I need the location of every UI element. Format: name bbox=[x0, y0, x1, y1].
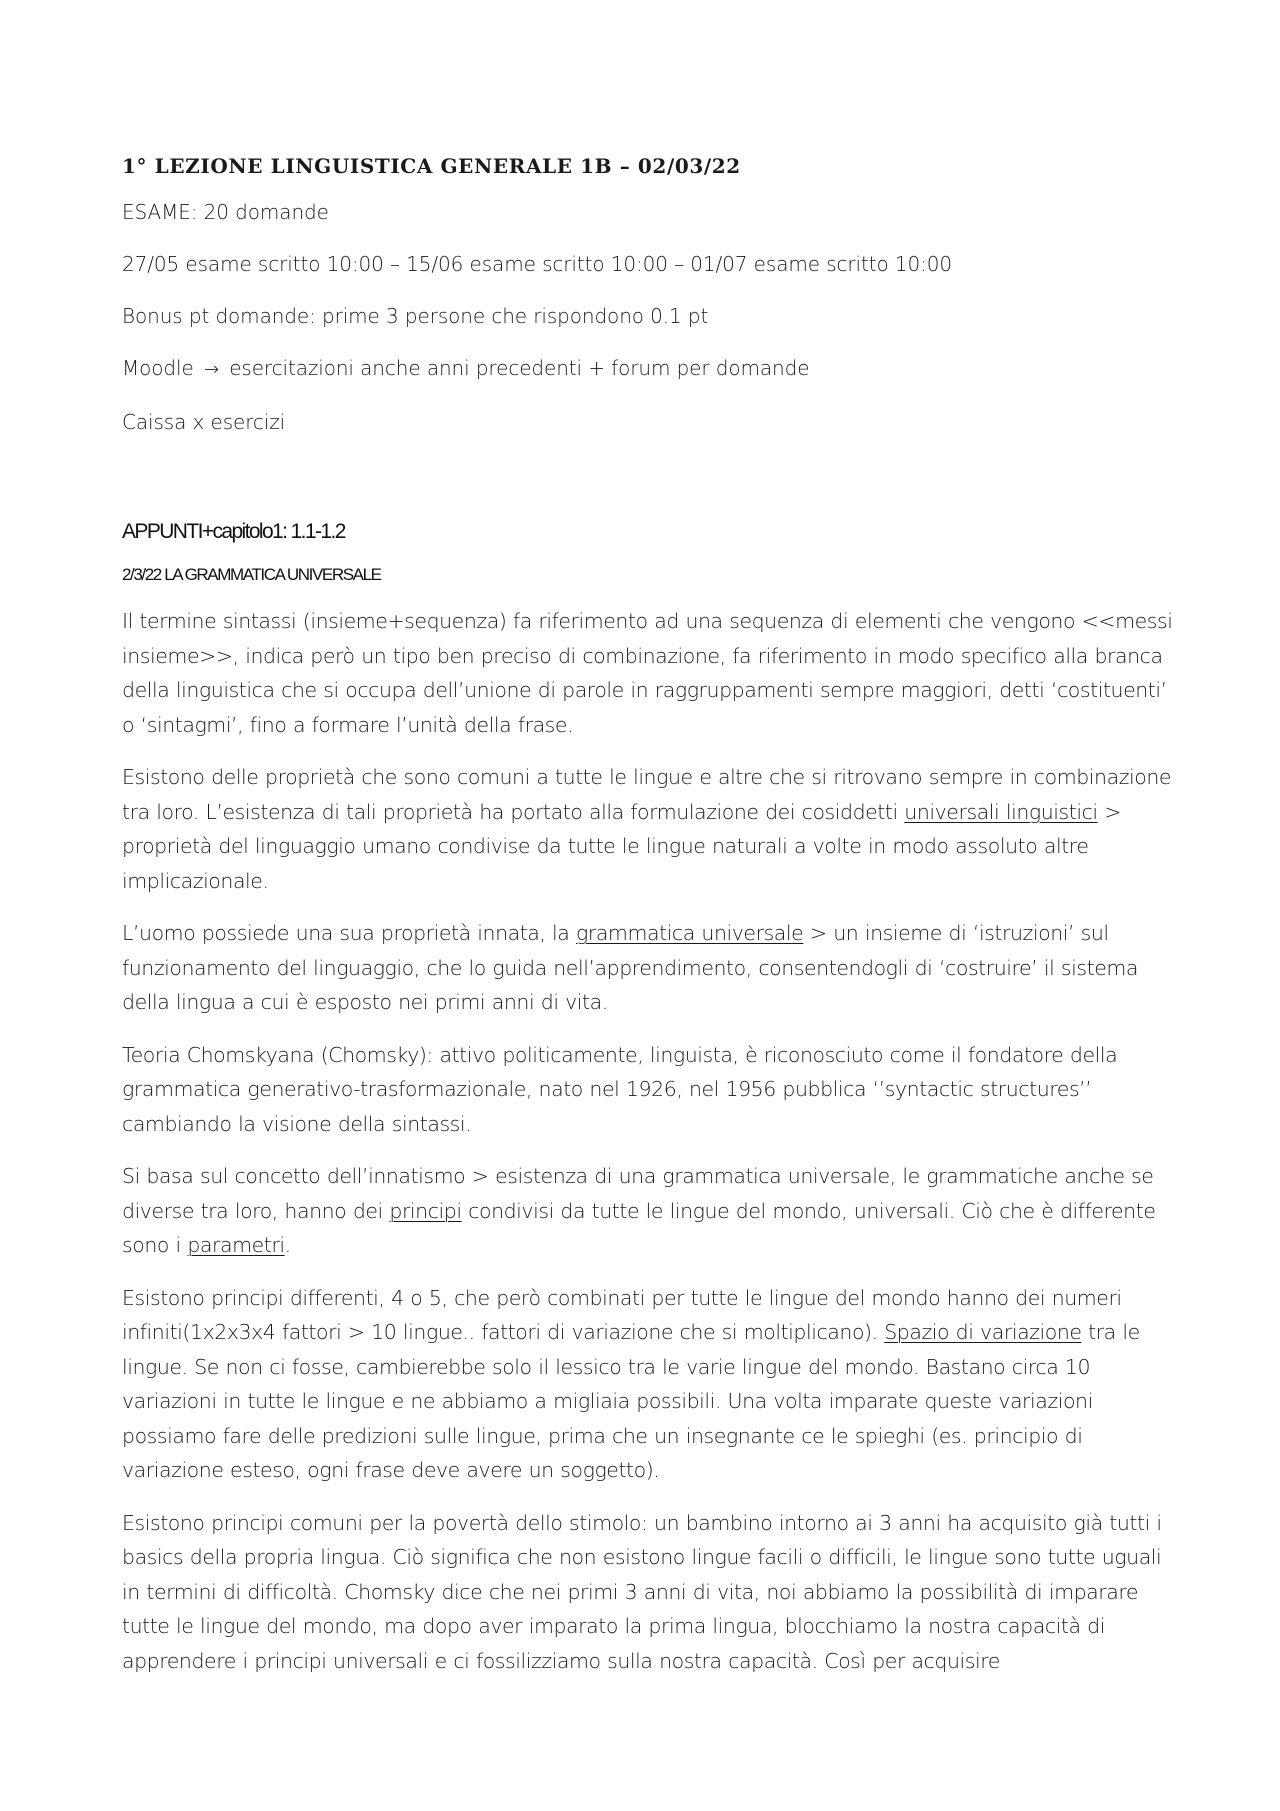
moodle-line bbox=[122, 352, 1182, 386]
bonus-points-line: Bonus pt domande: prime 3 persone che rispondono 0.1 pt bbox=[122, 304, 709, 328]
text-run: . bbox=[284, 1233, 291, 1257]
paragraph-poverta-stimolo: Esistono principi comuni per la povertà dello stimolo: un bambino intorno ai 3 anni ha acquisito già tutti i basics della propria lingua. Ciò significa che non esistono lingue facili o difficili, le lingue sono tutte uguali in termini di difficoltà. Chomsky dice che nei primi 3 anni di vita, noi abbiamo la possibilità di imparare tutte le lingue del mondo, ma dopo aver imparato la prima lingua, blocchiamo la nostra capacità di apprendere i principi universali e ci fossilizziamo sulla nostra capacità. Così per acquisire bbox=[122, 1510, 1162, 1673]
document-title: 1° LEZIONE LINGUISTICA GENERALE 1B – 02/03/22 bbox=[122, 154, 741, 178]
text-run: Si basa sul concetto dell’innatismo > esistenza di una grammatica universale, le grammatiche anche se diverse tra loro, hanno dei bbox=[122, 1164, 1154, 1223]
paragraph-grammatica-universale bbox=[122, 916, 1182, 1020]
text-run: condivisi da tutte le lingue del mondo, universali. Ciò che è differente sono i bbox=[122, 1198, 1156, 1257]
moodle-label: Moodle bbox=[122, 356, 194, 380]
text-run: > proprietà del linguaggio umano condivise da tutte le lingue naturali a volte in modo assoluto altre implicazionale. bbox=[122, 799, 1121, 893]
section-spacer bbox=[122, 458, 1182, 516]
text-run: Esistono delle proprietà che sono comuni a tutte le lingue e altre che si ritrovano sempre in combinazione tra loro. L’esistenza di tali proprietà ha portato alla formulazione dei cosiddetti bbox=[122, 765, 1172, 824]
section-heading: APPUNTI+capitolo1: 1.1-1.2 bbox=[122, 520, 345, 543]
exam-dates-line: 27/05 esame scritto 10:00 – 15/06 esame scritto 10:00 – 01/07 esame scritto 10:00 bbox=[122, 252, 953, 276]
document-page bbox=[122, 150, 1182, 1696]
underlined-term-spazio-di-variazione: Spazio di variazione bbox=[884, 1320, 1082, 1344]
text-run: tra le lingue. Se non ci fosse, cambierebbe solo il lessico tra le varie lingue del mondo. Bastano circa 10 variazioni in tutte le lingue e ne abbiamo a migliaia possibili. Una volta imparate queste variazioni possiamo fare delle predizioni sulle lingue, prima che un insegnante ce le spieghi (es. principio di variazione esteso, ogni frase deve avere un soggetto). bbox=[122, 1320, 1140, 1482]
paragraph-variazione bbox=[122, 1281, 1182, 1488]
text-run: > un insieme di ‘istruzioni’ sul funzionamento del linguaggio, che lo guida nell’apprendimento, consentendogli di ‘costruire’ il sistema della lingua a cui è esposto nei primi anni di vita. bbox=[122, 921, 1138, 1014]
paragraph-innatismo bbox=[122, 1159, 1182, 1263]
underlined-term-universali-linguistici: universali linguistici bbox=[904, 799, 1098, 824]
text-run: Esistono principi differenti, 4 o 5, che però combinati per tutte le lingue del mondo hanno dei numeri infiniti(1x2x3x4 fattori > 10 lingue.. fattori di variazione che si moltiplicano). bbox=[122, 1285, 1122, 1344]
underlined-term-principi: principi bbox=[389, 1198, 462, 1223]
underlined-term-parametri: parametri bbox=[187, 1233, 285, 1257]
paragraph-sintassi: Il termine sintassi (insieme+sequenza) fa riferimento ad una sequenza di elementi che vengono <<messi insieme>>, indica però un tipo ben preciso di combinazione, fa riferimento in modo specifico alla branca della linguistica che si occupa dell’unione di parole in raggruppamenti sempre maggiori, detti ‘costituenti’ o ‘sintagmi’, fino a formare l’unità della frase. bbox=[122, 609, 1173, 737]
paragraph-universali bbox=[122, 760, 1182, 898]
text-run: L’uomo possiede una sua proprietà innata, la bbox=[122, 921, 576, 945]
arrow-right-icon: → bbox=[203, 359, 219, 380]
moodle-description: esercitazioni anche anni precedenti + forum per domande bbox=[229, 356, 810, 380]
exam-info-line: ESAME: 20 domande bbox=[122, 200, 329, 224]
paragraph-chomsky: Teoria Chomskyana (Chomsky): attivo politicamente, linguista, è riconosciuto come il fondatore della grammatica generativo-trasformazionale, nato nel 1926, nel 1956 pubblica ‘’syntactic structures’’ cambiando la visione della sintassi. bbox=[122, 1042, 1118, 1136]
caissa-line: Caissa x esercizi bbox=[122, 410, 286, 434]
underlined-term-grammatica-universale: grammatica universale bbox=[575, 921, 804, 945]
section-subheading: 2/3/22 LA GRAMMATICA UNIVERSALE bbox=[122, 565, 381, 584]
